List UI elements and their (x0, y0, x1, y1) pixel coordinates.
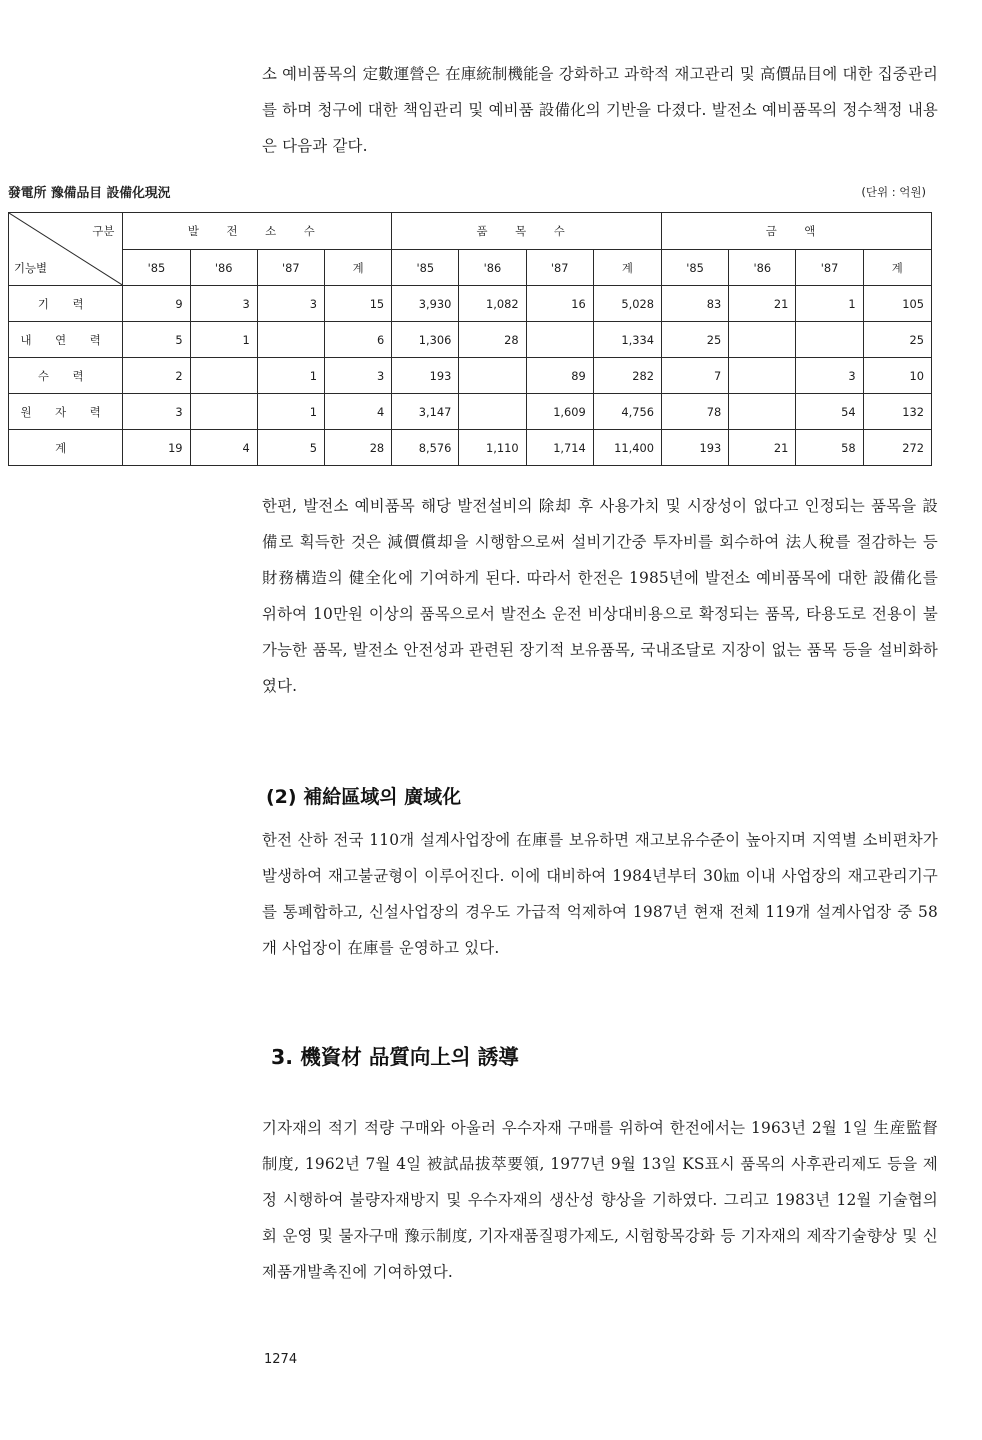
year-header: '86 (459, 250, 526, 286)
table-cell (459, 394, 526, 430)
table-cell: 21 (729, 286, 796, 322)
table-cell: 6 (324, 322, 391, 358)
table-cell: 1,334 (593, 322, 661, 358)
table-cell: 3 (190, 286, 257, 322)
group-header-items: 품 목 수 (392, 213, 662, 250)
year-header: 계 (863, 250, 931, 286)
table-cell: 1 (257, 358, 324, 394)
table-cell: 4,756 (593, 394, 661, 430)
table-cell (257, 322, 324, 358)
table-cell: 25 (662, 322, 729, 358)
table-cell: 9 (123, 286, 190, 322)
table-cell: 10 (863, 358, 931, 394)
table-cell: 78 (662, 394, 729, 430)
section-heading-supply-area: (2) 補給區域의 廣域化 (266, 786, 462, 808)
row-label: 기 력 (9, 286, 123, 322)
table-cell: 16 (526, 286, 593, 322)
table-cell: 11,400 (593, 430, 661, 466)
table-row (9, 430, 932, 466)
table-cell: 3,930 (392, 286, 459, 322)
table-cell (190, 358, 257, 394)
row-label: 원 자 력 (9, 394, 123, 430)
year-header: '86 (190, 250, 257, 286)
table-corner-header (9, 213, 123, 286)
table-cell: 132 (863, 394, 931, 430)
table-cell: 25 (863, 322, 931, 358)
year-header: 계 (324, 250, 391, 286)
table-cell: 4 (324, 394, 391, 430)
table-cell (729, 322, 796, 358)
table-cell: 83 (662, 286, 729, 322)
table-cell: 1 (190, 322, 257, 358)
table-cell: 89 (526, 358, 593, 394)
table-cell (190, 394, 257, 430)
year-header: 계 (593, 250, 661, 286)
quality-paragraph: 기자재의 적기 적량 구매와 아울러 우수자재 구매를 위하여 한전에서는 1963년 2월 1일 生産監督制度, 1962년 7월 4일 被試品拔萃要領, 1977년 9월 13일 KS표시 품목의 사후관리제도 등을 제정 시행하여 불량자재방지 및 우수자재의 생산성 향상을 기하였다. 그리고 1983년 12월 기술협의회 운영 및 물자구매 豫示制度, 기자재품질평가제도, 시험항목강화 등 기자재의 제작기술향상 및 신제품개발촉진에 기여하였다. (262, 1119, 938, 1281)
table-row (9, 322, 932, 358)
table-cell: 2 (123, 358, 190, 394)
table-cell: 1,082 (459, 286, 526, 322)
table-cell: 193 (392, 358, 459, 394)
table-cell: 8,576 (392, 430, 459, 466)
table-cell (796, 322, 863, 358)
table-cell: 1 (796, 286, 863, 322)
table-cell (526, 322, 593, 358)
table-cell (729, 358, 796, 394)
page-number: 1274 (264, 1352, 298, 1367)
table-cell: 3,147 (392, 394, 459, 430)
table-cell: 3 (324, 358, 391, 394)
year-header: '85 (123, 250, 190, 286)
table-cell: 3 (796, 358, 863, 394)
row-label: 내 연 력 (9, 322, 123, 358)
intro-paragraph: 소 예비품목의 定數運營은 在庫統制機能을 강화하고 과학적 재고관리 및 高價品目에 대한 집중관리를 하며 청구에 대한 책임관리 및 예비품 設備化의 기반을 다졌다. 발전소 예비품목의 정수책정 내용은 다음과 같다. (262, 65, 939, 155)
table-cell: 1,609 (526, 394, 593, 430)
corner-label-category: 구분 (92, 224, 115, 238)
table-cell: 54 (796, 394, 863, 430)
table-cell (459, 358, 526, 394)
table-cell: 28 (459, 322, 526, 358)
section-heading-quality: 3. 機資材 品質向上의 誘導 (271, 1045, 519, 1069)
table-cell: 58 (796, 430, 863, 466)
table-unit: (단위 : 억원) (861, 185, 926, 199)
table-cell: 5,028 (593, 286, 661, 322)
table-cell: 272 (863, 430, 931, 466)
year-header: '87 (257, 250, 324, 286)
table-cell: 7 (662, 358, 729, 394)
group-header-amount: 금 액 (662, 213, 932, 250)
table-cell: 28 (324, 430, 391, 466)
year-header: '85 (662, 250, 729, 286)
table-cell: 5 (123, 322, 190, 358)
table-cell: 1,714 (526, 430, 593, 466)
table-row (9, 358, 932, 394)
table-row (9, 286, 932, 322)
table-cell (729, 394, 796, 430)
table-cell: 21 (729, 430, 796, 466)
table-title: 發電所 豫備品目 設備化現況 (8, 186, 171, 201)
row-label: 수 력 (9, 358, 123, 394)
table-cell: 1 (257, 394, 324, 430)
table-cell: 19 (123, 430, 190, 466)
disposal-paragraph: 한편, 발전소 예비품목 해당 발전설비의 除却 후 사용가치 및 시장성이 없다고 인정되는 품목을 設備로 획득한 것은 減價償却을 시행함으로써 설비기간중 투자비를 회수하여 法人稅를 절감하는 등 財務構造의 健全化에 기여하게 된다. 따라서 한전은 1985년에 발전소 예비품목에 대한 設備化를 위하여 10만원 이상의 품목으로서 발전소 운전 비상대비용으로 확정되는 품목, 타용도로 전용이 불가능한 품목, 발전소 안전성과 관련된 장기적 보유품목, 국내조달로 지장이 없는 품목 등을 설비화하였다. (262, 497, 938, 695)
table-cell: 15 (324, 286, 391, 322)
year-header: '87 (796, 250, 863, 286)
table-cell: 1,110 (459, 430, 526, 466)
table-row (9, 394, 932, 430)
spare-parts-table (8, 212, 932, 466)
table-cell: 193 (662, 430, 729, 466)
table-cell: 282 (593, 358, 661, 394)
group-header-plants: 발 전 소 수 (123, 213, 392, 250)
table-cell: 105 (863, 286, 931, 322)
year-header: '87 (526, 250, 593, 286)
table-cell: 1,306 (392, 322, 459, 358)
year-header: '85 (392, 250, 459, 286)
table-cell: 3 (123, 394, 190, 430)
year-header: '86 (729, 250, 796, 286)
table-cell: 4 (190, 430, 257, 466)
table-cell: 3 (257, 286, 324, 322)
supply-area-paragraph: 한전 산하 전국 110개 설계사업장에 在庫를 보유하면 재고보유수준이 높아지며 지역별 소비편차가 발생하여 재고불균형이 이루어진다. 이에 대비하여 1984년부터 30㎞ 이내 사업장의 재고관리기구를 통폐합하고, 신설사업장의 경우도 가급적 억제하여 1987년 현재 전체 119개 설계사업장 중 58개 사업장이 在庫를 운영하고 있다. (262, 831, 938, 957)
row-label: 계 (9, 430, 123, 466)
corner-label-function: 기능별 (14, 261, 48, 275)
table-cell: 5 (257, 430, 324, 466)
